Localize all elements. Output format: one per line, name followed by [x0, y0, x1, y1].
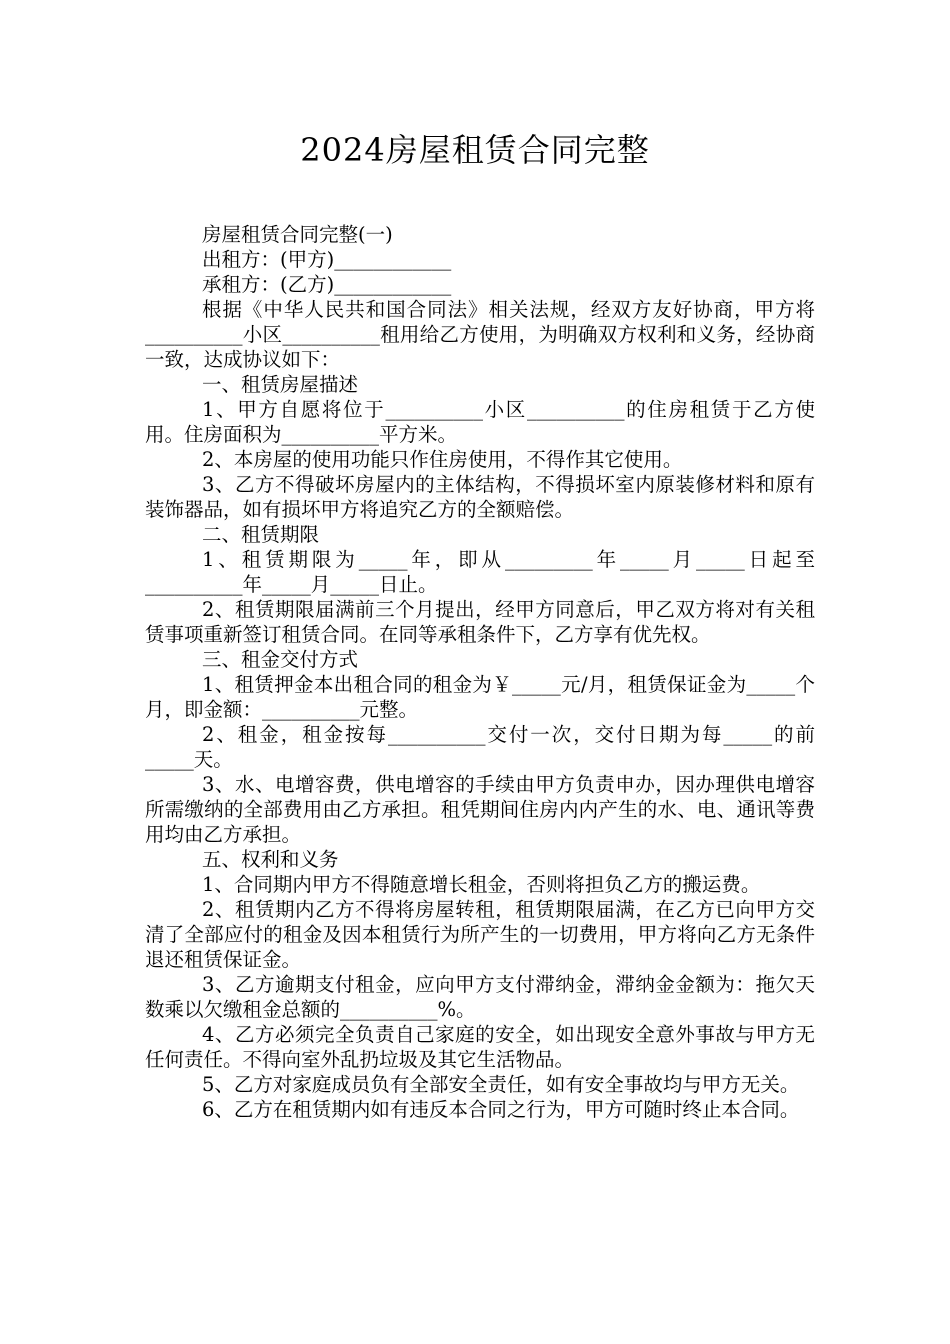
- document-title: 2024房屋租赁合同完整: [300, 131, 650, 169]
- section-heading-1: 一、租赁房屋描述: [202, 373, 359, 396]
- clause-3-1: 1、租赁押金本出租合同的租金为￥_____元/月，租赁保证金为_____个月，即金额：__________元整。: [145, 673, 815, 721]
- clause-1-3: 3、乙方不得破坏房屋内的主体结构，不得损坏室内原装修材料和原有装饰器品，如有损坏甲方将追究乙方的全额赔偿。: [145, 473, 815, 521]
- clause-5-6: 6、乙方在租赁期内如有违反本合同之行为，甲方可随时终止本合同。: [202, 1098, 800, 1121]
- section-heading-3: 三、租金交付方式: [202, 648, 359, 671]
- clause-5-3: 3、乙方逾期支付租金，应向甲方支付滞纳金，滞纳金金额为：拖欠天数乘以欠缴租金总额的__________%。: [145, 973, 815, 1021]
- paragraph-lessee: 承租方：(乙方)____________: [202, 273, 452, 296]
- clause-1-2: 2、本房屋的使用功能只作住房使用，不得作其它使用。: [202, 448, 683, 471]
- clause-3-3: 3、水、电增容费，供电增容的手续由甲方负责申办，因办理供电增容所需缴纳的全部费用由乙方承担。租凭期间住房内内产生的水、电、通讯等费用均由乙方承担。: [145, 773, 815, 846]
- clause-3-2: 2、租金，租金按每__________交付一次，交付日期为每_____的前_____天。: [145, 723, 815, 771]
- clause-5-1: 1、合同期内甲方不得随意增长租金，否则将担负乙方的搬运费。: [202, 873, 761, 896]
- clause-5-2: 2、租赁期内乙方不得将房屋转租，租赁期限届满，在乙方已向甲方交清了全部应付的租金及因本租赁行为所产生的一切费用，甲方将向乙方无条件退还租赁保证金。: [145, 898, 815, 971]
- paragraph-lessor: 出租方：(甲方)____________: [202, 248, 452, 271]
- clause-5-5: 5、乙方对家庭成员负有全部安全责任，如有安全事故均与甲方无关。: [202, 1073, 800, 1096]
- section-heading-2: 二、租赁期限: [202, 523, 320, 546]
- clause-2-2: 2、租赁期限届满前三个月提出，经甲方同意后，甲乙双方将对有关租赁事项重新签订租赁合同。在同等承租条件下，乙方享有优先权。: [145, 598, 815, 646]
- paragraph-contract-heading: 房屋租赁合同完整(一): [202, 223, 393, 246]
- clause-2-1: 1、租赁期限为_____年，即从_________年_____月_____日起至__________年_____月_____日止。: [145, 548, 815, 596]
- document-body: [145, 222, 815, 1122]
- section-heading-5: 五、权利和义务: [202, 848, 339, 871]
- clause-5-4: 4、乙方必须完全负责自己家庭的安全，如出现安全意外事故与甲方无任何责任。不得向室外乱扔垃圾及其它生活物品。: [145, 1023, 815, 1071]
- clause-1-1: 1、甲方自愿将位于__________小区__________的住房租赁于乙方使用。住房面积为__________平方米。: [145, 398, 815, 446]
- paragraph-preamble: 根据《中华人民共和国合同法》相关法规，经双方友好协商，甲方将__________小区__________租用给乙方使用，为明确双方权利和义务，经协商一致，达成协议如下：: [145, 298, 815, 371]
